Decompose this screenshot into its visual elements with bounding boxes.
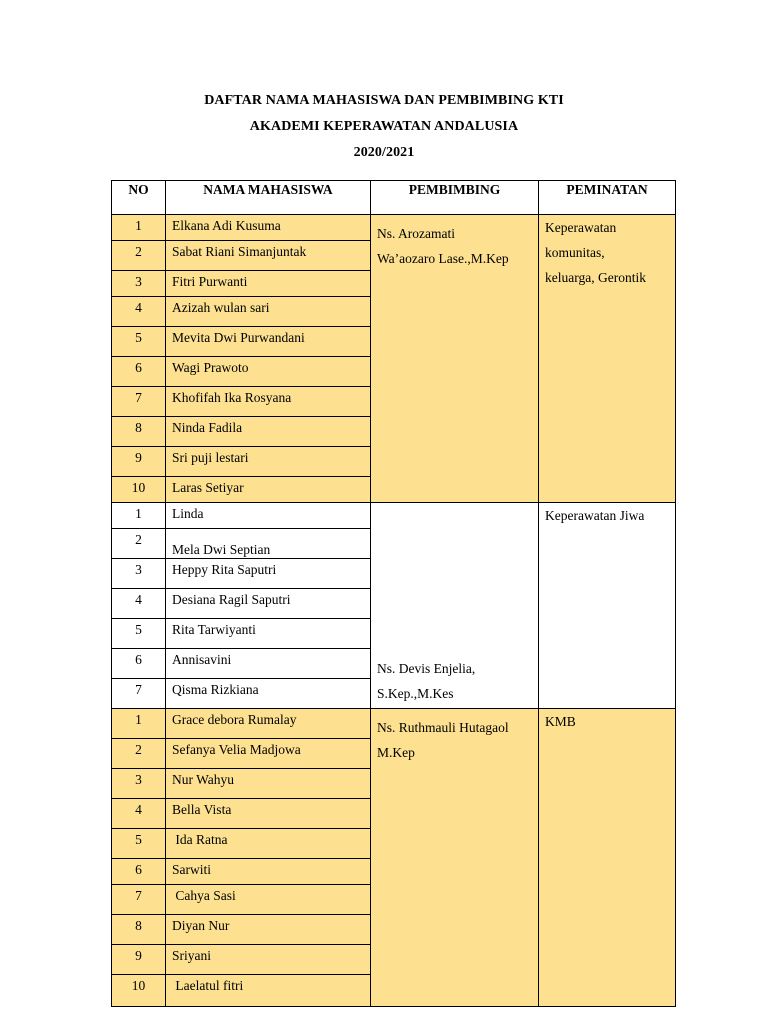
row-name: Sri puji lestari	[166, 447, 371, 477]
row-name: Sabat Riani Simanjuntak	[166, 241, 371, 271]
row-name: Ida Ratna	[166, 829, 371, 859]
pembimbing-cell	[371, 709, 539, 1007]
peminatan-line: Keperawatan Jiwa	[545, 508, 645, 523]
table-row	[112, 709, 676, 739]
row-no: 5	[112, 829, 166, 859]
row-no: 10	[112, 975, 166, 1007]
row-name: Heppy Rita Saputri	[166, 559, 371, 589]
row-name: Azizah wulan sari	[166, 297, 371, 327]
row-name: Rita Tarwiyanti	[166, 619, 371, 649]
row-name: Qisma Rizkiana	[166, 679, 371, 709]
table-row	[112, 215, 676, 241]
title-line-2: AKADEMI KEPERAWATAN ANDALUSIA	[249, 119, 519, 134]
row-no: 1	[112, 709, 166, 739]
row-no: 8	[112, 417, 166, 447]
row-no: 4	[112, 297, 166, 327]
row-no: 2	[112, 529, 166, 559]
peminatan-cell	[539, 503, 676, 709]
row-no: 7	[112, 387, 166, 417]
row-no: 6	[112, 649, 166, 679]
row-name: Khofifah Ika Rosyana	[166, 387, 371, 417]
row-no: 9	[112, 447, 166, 477]
pembimbing-line: Wa’aozaro Lase.,M.Kep	[377, 251, 509, 266]
table-row	[112, 503, 676, 529]
row-name: Desiana Ragil Saputri	[166, 589, 371, 619]
table-header-row	[112, 181, 676, 215]
row-name: Elkana Adi Kusuma	[166, 215, 371, 241]
row-no: 6	[112, 357, 166, 387]
row-name: Nur Wahyu	[166, 769, 371, 799]
row-name-text: Mela Dwi Septian	[172, 542, 271, 557]
row-name: Grace debora Rumalay	[166, 709, 371, 739]
header-peminatan: PEMINATAN	[539, 181, 676, 215]
row-no: 1	[112, 503, 166, 529]
title-line-1: DAFTAR NAMA MAHASISWA DAN PEMBIMBING KTI	[204, 93, 564, 108]
pembimbing-cell	[371, 503, 539, 709]
student-advisor-table	[111, 180, 676, 1007]
row-name: Wagi Prawoto	[166, 357, 371, 387]
row-name: Sefanya Velia Madjowa	[166, 739, 371, 769]
peminatan-cell	[539, 215, 676, 503]
header-nama-mahasiswa: NAMA MAHASISWA	[166, 181, 371, 215]
peminatan-line: keluarga, Gerontik	[545, 270, 646, 285]
row-name: Ninda Fadila	[166, 417, 371, 447]
row-name: Laras Setiyar	[166, 477, 371, 503]
row-no: 2	[112, 739, 166, 769]
row-no: 9	[112, 945, 166, 975]
row-name: Laelatul fitri	[166, 975, 371, 1007]
peminatan-line: komunitas,	[545, 245, 605, 260]
row-name: Mevita Dwi Purwandani	[166, 327, 371, 357]
row-no: 3	[112, 559, 166, 589]
title-line-3: 2020/2021	[353, 145, 415, 160]
row-no: 2	[112, 241, 166, 271]
row-no: 3	[112, 769, 166, 799]
peminatan-line: Keperawatan	[545, 220, 617, 235]
peminatan-line: KMB	[545, 714, 576, 729]
pembimbing-line: M.Kep	[377, 745, 415, 760]
row-no: 5	[112, 619, 166, 649]
pembimbing-cell	[371, 215, 539, 503]
row-name	[166, 529, 371, 559]
header-pembimbing: PEMBIMBING	[371, 181, 539, 215]
row-no: 7	[112, 679, 166, 709]
pembimbing-line: S.Kep.,M.Kes	[377, 686, 454, 701]
pembimbing-line: Ns. Arozamati	[377, 226, 455, 241]
row-name: Annisavini	[166, 649, 371, 679]
row-name: Sarwiti	[166, 859, 371, 885]
row-name: Sriyani	[166, 945, 371, 975]
row-name: Diyan Nur	[166, 915, 371, 945]
row-name: Fitri Purwanti	[166, 271, 371, 297]
row-no: 7	[112, 885, 166, 915]
row-name: Linda	[166, 503, 371, 529]
document-title	[0, 88, 768, 166]
row-no: 5	[112, 327, 166, 357]
row-no: 3	[112, 271, 166, 297]
row-no: 1	[112, 215, 166, 241]
pembimbing-line: Ns. Devis Enjelia,	[377, 661, 476, 676]
row-no: 4	[112, 799, 166, 829]
row-name: Bella Vista	[166, 799, 371, 829]
pembimbing-line: Ns. Ruthmauli Hutagaol	[377, 720, 509, 735]
row-no: 6	[112, 859, 166, 885]
row-no: 8	[112, 915, 166, 945]
peminatan-cell	[539, 709, 676, 1007]
header-no: NO	[112, 181, 166, 215]
row-name: Cahya Sasi	[166, 885, 371, 915]
row-no: 10	[112, 477, 166, 503]
row-no: 4	[112, 589, 166, 619]
